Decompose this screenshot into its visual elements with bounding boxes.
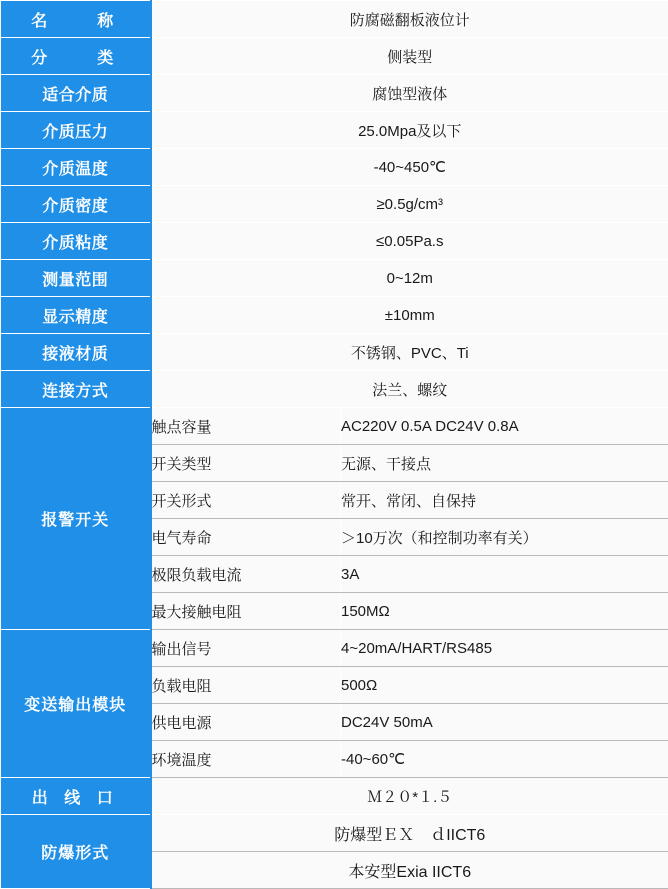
row-value-medium-viscosity: ≤0.05Pa.s (151, 223, 668, 260)
row-value-wetted-material: 不锈钢、PVC、Ti (151, 334, 668, 371)
sub-label-load-resistance: 负载电阻 (151, 667, 341, 704)
table-body (1, 1, 668, 889)
sub-value-limit-load-current: 3A (341, 556, 668, 593)
row-value-suitable-medium: 腐蚀型液体 (151, 75, 668, 112)
row-value-medium-pressure: 25.0Mpa及以下 (151, 112, 668, 149)
table-row (1, 38, 668, 75)
row-value-display-accuracy: ±10mm (151, 297, 668, 334)
table-row (1, 778, 668, 815)
table-row (1, 75, 668, 112)
row-label-medium-pressure: 介质压力 (1, 112, 151, 149)
sub-label-ambient-temperature: 环境温度 (151, 741, 341, 778)
row-value-connection-type: 法兰、螺纹 (151, 371, 668, 408)
sub-label-power-supply: 供电电源 (151, 704, 341, 741)
sub-label-max-contact-resistance: 最大接触电阻 (151, 593, 341, 630)
sub-label-electrical-life: 电气寿命 (151, 519, 341, 556)
table-row (1, 112, 668, 149)
row-label-measuring-range: 测量范围 (1, 260, 151, 297)
row-label-display-accuracy: 显示精度 (1, 297, 151, 334)
sub-value-switch-type: 无源、干接点 (341, 445, 668, 482)
table-row (1, 815, 668, 852)
row-value-measuring-range: 0~12m (151, 260, 668, 297)
row-label-wetted-material: 接液材质 (1, 334, 151, 371)
sub-value-power-supply: DC24V 50mA (341, 704, 668, 741)
sub-value-switch-form: 常开、常闭、自保持 (341, 482, 668, 519)
sub-value-electrical-life: ＞10万次（和控制功率有关） (341, 519, 668, 556)
table-row (1, 408, 668, 445)
sub-value-ambient-temperature: -40~60℃ (341, 741, 668, 778)
row-value-medium-density: ≥0.5g/cm³ (151, 186, 668, 223)
sub-value-contact-capacity: AC220V 0.5A DC24V 0.8A (341, 408, 668, 445)
row-label-medium-density: 介质密度 (1, 186, 151, 223)
row-value-outlet: Ｍ２０*１.５ (151, 778, 668, 815)
table-row (1, 1, 668, 38)
row-value-name: 防腐磁翻板液位计 (151, 1, 668, 38)
sub-label-limit-load-current: 极限负载电流 (151, 556, 341, 593)
group-label-transmitter-module: 变送输出模块 (1, 630, 151, 778)
sub-value-load-resistance: 500Ω (341, 667, 668, 704)
row-label-medium-viscosity: 介质粘度 (1, 223, 151, 260)
sub-value-max-contact-resistance: 150MΩ (341, 593, 668, 630)
row-value-category: 侧装型 (151, 38, 668, 75)
sub-label-output-signal: 输出信号 (151, 630, 341, 667)
table-row (1, 149, 668, 186)
row-label-outlet: 出 线 口 (1, 778, 151, 815)
row-label-name: 名 称 (1, 1, 151, 38)
table-row (1, 260, 668, 297)
group-label-alarm-switch: 报警开关 (1, 408, 151, 630)
row-label-medium-temperature: 介质温度 (1, 149, 151, 186)
table-row (1, 371, 668, 408)
row-value-explosion-proof-1: 防爆型ＥＸ ｄIICT6 (151, 815, 668, 852)
row-label-suitable-medium: 适合介质 (1, 75, 151, 112)
group-label-explosion-proof: 防爆形式 (1, 815, 151, 889)
sub-value-output-signal: 4~20mA/HART/RS485 (341, 630, 668, 667)
table-row (1, 223, 668, 260)
row-label-connection-type: 连接方式 (1, 371, 151, 408)
sub-label-contact-capacity: 触点容量 (151, 408, 341, 445)
row-value-medium-temperature: -40~450℃ (151, 149, 668, 186)
table-row (1, 186, 668, 223)
table-row (1, 297, 668, 334)
row-value-explosion-proof-2: 本安型Exia IICT6 (151, 852, 668, 889)
table-row (1, 334, 668, 371)
row-label-category: 分 类 (1, 38, 151, 75)
table-row (1, 630, 668, 667)
sub-label-switch-form: 开关形式 (151, 482, 341, 519)
sub-label-switch-type: 开关类型 (151, 445, 341, 482)
